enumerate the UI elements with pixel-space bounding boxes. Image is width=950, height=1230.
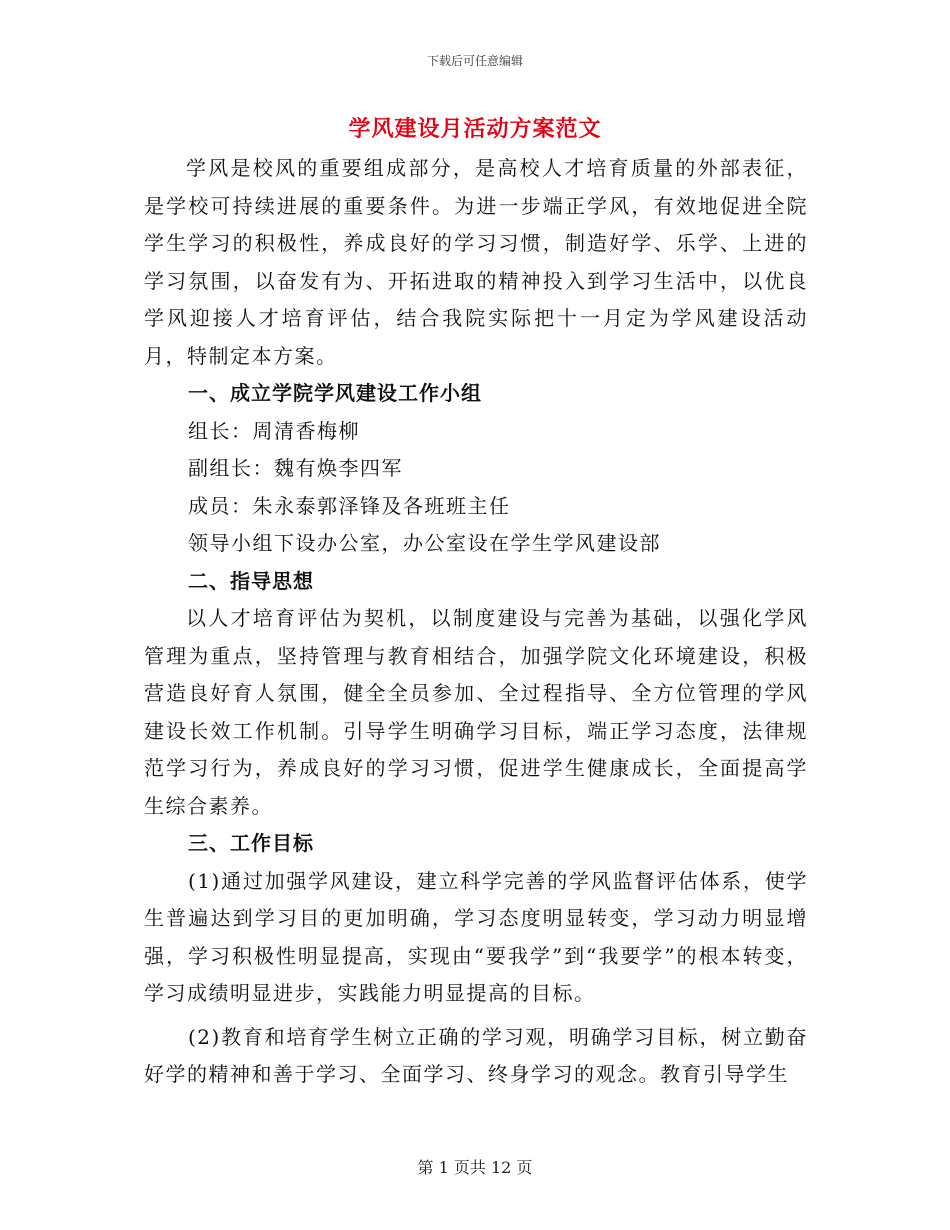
header-note: 下载后可任意编辑 xyxy=(426,54,523,68)
vice-leader-line: 副组长：魏有焕李四军 xyxy=(188,456,403,480)
document-title: 学风建设月活动方案范文 xyxy=(348,117,602,142)
document-body xyxy=(144,150,808,1094)
goal-2-paragraph: (2)教育和培育学生树立正确的学习观，明确学习目标，树立勤奋好学的精神和善于学习、全面学习、终身学习的观念。教育引导学生 xyxy=(144,1024,808,1086)
goal-1-paragraph: (1)通过加强学风建设，建立科学完善的学风监督评估体系，使学生普遍达到学习目的更加明确，学习态度明显转变，学习动力明显增强，学习积极性明显提高，实现由“要我学”到“我要学”的根本转变，学习成绩明显进步，实践能力明显提高的目标。 xyxy=(144,868,808,1005)
page-footer: 第 1 页共 12 页 xyxy=(417,1158,533,1177)
leader-line: 组长：周清香梅柳 xyxy=(188,418,360,443)
section-heading-2: 二、指导思想 xyxy=(188,568,314,593)
office-line: 领导小组下设办公室，办公室设在学生学风建设部 xyxy=(188,531,661,555)
section-heading-3: 三、工作目标 xyxy=(188,831,314,855)
intro-paragraph: 学风是校风的重要组成部分，是高校人才培育质量的外部表征，是学校可持续进展的重要条件。为进一步端正学风，有效地促进全院学生学习的积极性，养成良好的学习习惯，制造好学、乐学、上进的学习氛围，以奋发有为、开拓进取的精神投入到学习生活中，以优良学风迎接人才培育评估，结合我院实际把十一月定为学风建设活动月，特制定本方案。 xyxy=(144,156,808,368)
members-line: 成员：朱永泰郭泽锋及各班班主任 xyxy=(188,493,511,518)
section-heading-1: 一、成立学院学风建设工作小组 xyxy=(188,381,482,405)
guiding-paragraph: 以人才培育评估为契机，以制度建设与完善为基础，以强化学风管理为重点，坚持管理与教育相结合，加强学院文化环境建设，积极营造良好育人氛围，健全全员参加、全过程指导、全方位管理的学风建设长效工作机制。引导学生明确学习目标，端正学习态度，法律规范学习行为，养成良好的学习习惯，促进学生健康成长，全面提高学生综合素养。 xyxy=(144,606,808,818)
